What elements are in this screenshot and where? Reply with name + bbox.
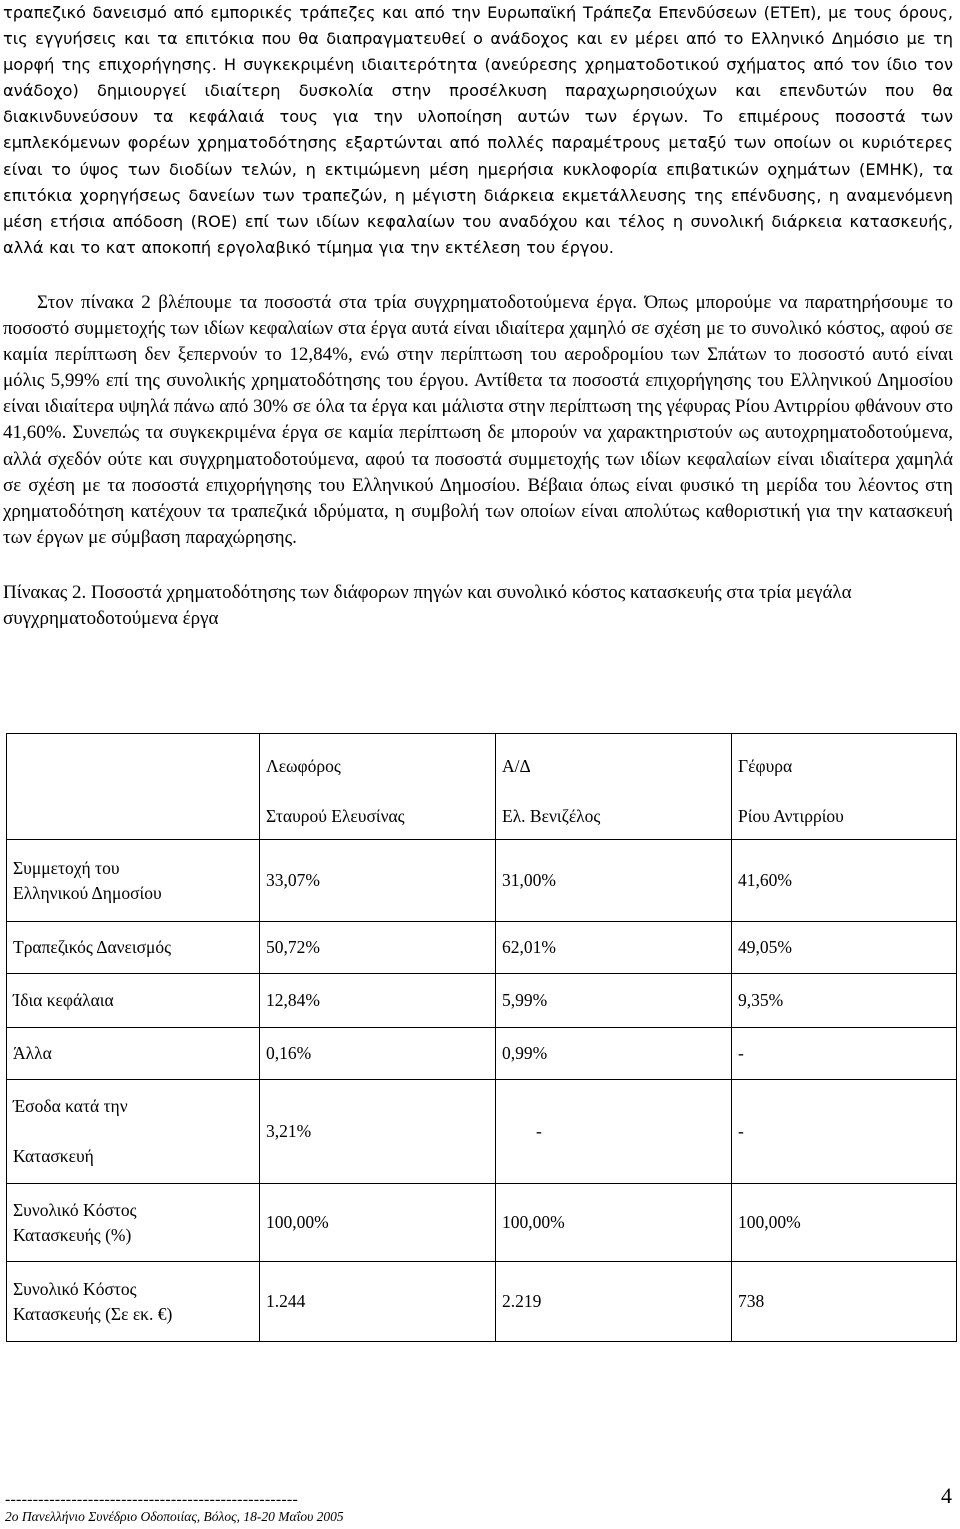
table-row [7,1080,957,1184]
table-cell: - [732,1028,957,1080]
table-cell: 49,05% [732,922,957,974]
table-cell: - [496,1080,732,1184]
table-header-row [7,734,957,840]
table-row [7,840,957,922]
table-row [7,1184,957,1262]
table-cell: 0,99% [496,1028,732,1080]
table-cell: 50,72% [260,922,496,974]
body-paragraph-2-text: Στον πίνακα 2 βλέπουμε τα ποσοστά στα τρία συγχρηματοδοτούμενα έργα. Όπως μπορούμε να παρατηρήσουμε το ποσοστό συμμετοχής των ιδίων κεφαλαίων στα έργα αυτά είναι ιδιαίτερα χαμηλό σε σχέση με το συνολικό κόστος, αφού σε καμία περίπτωση δεν ξεπερνούν το 12,84%, ενώ στην περίπτωση του αεροδρομίου των Σπάτων το ποσοστό αυτό είναι μόλις 5,99% επί της συνολικής χρηματοδότησης του έργου. Αντίθετα τα ποσοστά επιχορήγησης του Ελληνικού Δημοσίου είναι ιδιαίτερα υψηλά πάνω από 30% σε όλα τα έργα και μάλιστα στην περίπτωση της γέφυρας Ρίου Αντιρρίου φθάνουν στο 41,60%. Συνεπώς τα συγκεκριμένα έργα σε καμία περίπτωση δε μπορούν να χαρακτηριστούν ως αυτοχρηματοδοτούμενα, αλλά σχεδόν ούτε και συγχρηματοδοτούμενα, αφού τα ποσοστά συμμετοχής των ιδίων κεφαλαίων είναι ιδιαίτερα χαμηλά σε σχέση με τα ποσοστά επιχορήγησης του Ελληνικού Δημοσίου. Βέβαια όπως είναι φυσικό τη μερίδα του λέοντος στη χρηματοδότηση κατέχουν τα τραπεζικά ιδρύματα, η συμβολή των οποίων είναι απολύτως καθοριστική για την κατασκευή των έργων με σύμβαση παραχώρησης. [3,291,953,548]
table-cell: 5,99% [496,974,732,1028]
row-label: Συμμετοχή του Ελληνικού Δημοσίου [7,840,260,922]
row-label: Έσοδα κατά την Κατασκευή [7,1080,260,1184]
header-cell: Λεωφόρος Σταυρού Ελευσίνας [260,734,496,840]
table-cell: 2.219 [496,1262,732,1342]
table-cell: - [732,1080,957,1184]
row-label: Τραπεζικός Δανεισμός [7,922,260,974]
row-label: Συνολικό Κόστος Κατασκευής (%) [7,1184,260,1262]
table-cell: 3,21% [260,1080,496,1184]
table-caption: Πίνακας 2. Ποσοστά χρηματοδότησης των διάφορων πηγών και συνολικό κόστος κατασκευής στα τρία μεγάλα συγχρηματοδοτούμενα έργα [3,581,852,629]
table-cell: 12,84% [260,974,496,1028]
page-number: 4 [941,1483,952,1508]
table-cell: 100,00% [260,1184,496,1262]
table-cell: 62,01% [496,922,732,974]
table-cell: 100,00% [496,1184,732,1262]
footer-conference: 2ο Πανελλήνιο Συνέδριο Οδοποιίας, Βόλος, 18-20 Μαΐου 2005 [5,1509,344,1524]
table-cell: 41,60% [732,840,957,922]
body-paragraph-1: τραπεζικό δανεισμό από εμπορικές τράπεζες και από την Ευρωπαϊκή Τράπεζα Επενδύσεων (ΕΤΕπ), με τους όρους, τις εγγυήσεις και τα επιτόκια που θα διαπραγματευθεί ο ανάδοχος και εν μέρει από το Ελληνικό Δημόσιο με τη μορφή της επιχορήγησης. Η συγκεκριμένη ιδιαιτερότητα (ανεύρεσης χρηματοδοτικού σχήματος από τον ίδιο τον ανάδοχο) δημιουργεί ιδιαίτερη δυσκολία στην προσέλκυση παραχωρησιούχων και επενδυτών που θα διακινδυνεύσουν τα κεφάλαιά τους για την υλοποίηση αυτών των έργων. Το επιμέρους ποσοστά των εμπλεκόμενων φορέων χρηματοδότησης εξαρτώνται από πολλές παραμέτρους μεταξύ των οποίων οι κυριότερες είναι το ύψος των διοδίων τελών, η εκτιμώμενη μέση ημερήσια κυκλοφορία επιβατικών οχημάτων (ΕΜΗΚ), τα επιτόκια χορηγήσεως δανείων των τραπεζών, η μέγιστη διάρκεια εκμετάλλευσης της επένδυσης, η αναμενόμενη μέση ετήσια απόδοση (ROE) επί των ιδίων κεφαλαίων του αναδόχου και τέλος η συνολική διάρκεια κατασκευής, αλλά και το κατ αποκοπή εργολαβικό τίμημα για την εκτέλεση του έργου. [3,3,953,257]
row-label: Άλλα [7,1028,260,1080]
table-row [7,1262,957,1342]
document-page [3,0,953,651]
body-paragraph-2 [3,290,953,551]
table-cell: 100,00% [732,1184,957,1262]
table-row [7,974,957,1028]
footer-rule: ----------------------------------------------------- [5,1491,298,1508]
table-cell: 31,00% [496,840,732,922]
table-cell: 1.244 [260,1262,496,1342]
paragraph-indent [3,292,37,313]
table-cell: 0,16% [260,1028,496,1080]
table-cell: 9,35% [732,974,957,1028]
header-cell: Γέφυρα Ρίου Αντιρρίου [732,734,957,840]
financing-table [6,733,957,1342]
table-cell: 738 [732,1262,957,1342]
table-cell: 33,07% [260,840,496,922]
row-label: Συνολικό Κόστος Κατασκευής (Σε εκ. €) [7,1262,260,1342]
row-label: Ίδια κεφάλαια [7,974,260,1028]
header-empty-cell [7,734,260,840]
table-row [7,922,957,974]
header-cell: Α/Δ Ελ. Βενιζέλος [496,734,732,840]
table-row [7,1028,957,1080]
